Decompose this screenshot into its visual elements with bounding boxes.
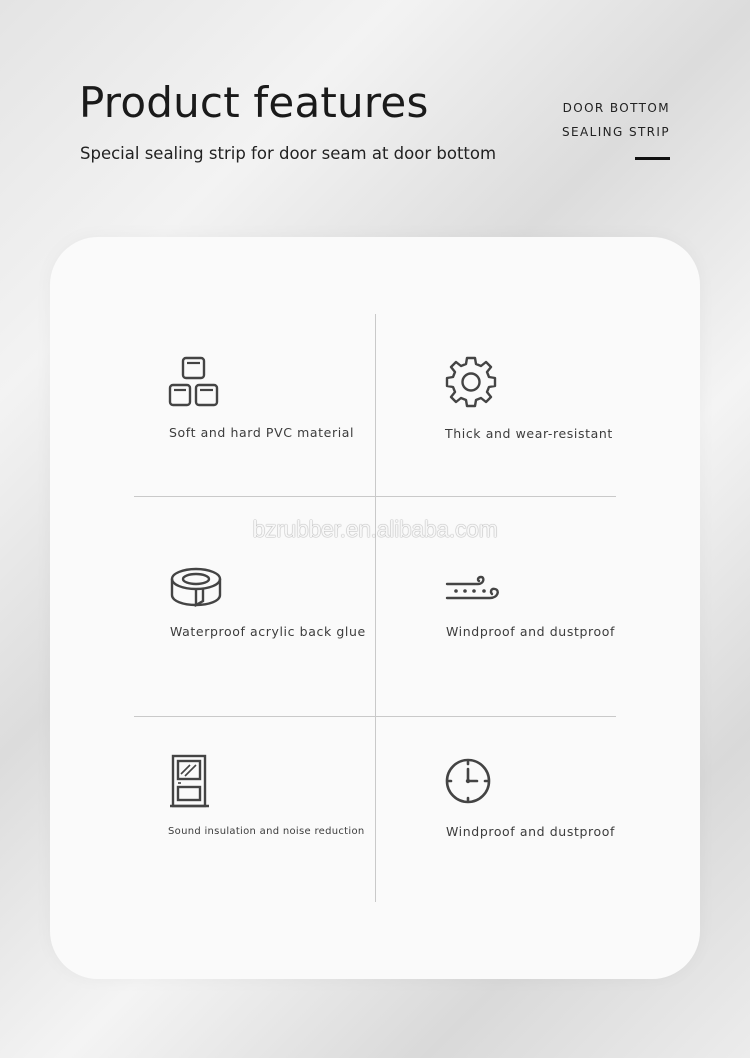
feature-label-3: Waterproof acrylic back glue — [170, 624, 366, 639]
tape-roll-icon — [169, 566, 223, 612]
feature-label-5: Sound insulation and noise reduction — [168, 826, 365, 837]
feature-label-2: Thick and wear-resistant — [445, 426, 613, 441]
wind-icon — [444, 574, 502, 604]
gear-icon — [445, 356, 497, 408]
feature-label-1: Soft and hard PVC material — [169, 425, 355, 440]
product-tag-line1: DOOR BOTTOM — [562, 101, 670, 115]
feature-label-6: Windproof and dustproof — [446, 824, 615, 839]
grid-divider-vertical — [375, 314, 376, 902]
clock-icon — [445, 757, 493, 805]
page-subtitle: Special sealing strip for door seam at door bottom — [80, 144, 497, 163]
tag-underline — [635, 157, 670, 160]
watermark: bzrubber.en.alibaba.com — [252, 516, 498, 542]
door-icon — [169, 754, 211, 808]
grid-divider-horizontal-1 — [134, 496, 616, 497]
page-title: Product features — [79, 78, 429, 127]
feature-label-4: Windproof and dustproof — [446, 624, 615, 639]
product-tag-line2: SEALING STRIP — [562, 125, 670, 139]
grid-divider-horizontal-2 — [134, 716, 616, 717]
product-tag — [562, 96, 670, 144]
blocks-icon — [168, 356, 220, 408]
